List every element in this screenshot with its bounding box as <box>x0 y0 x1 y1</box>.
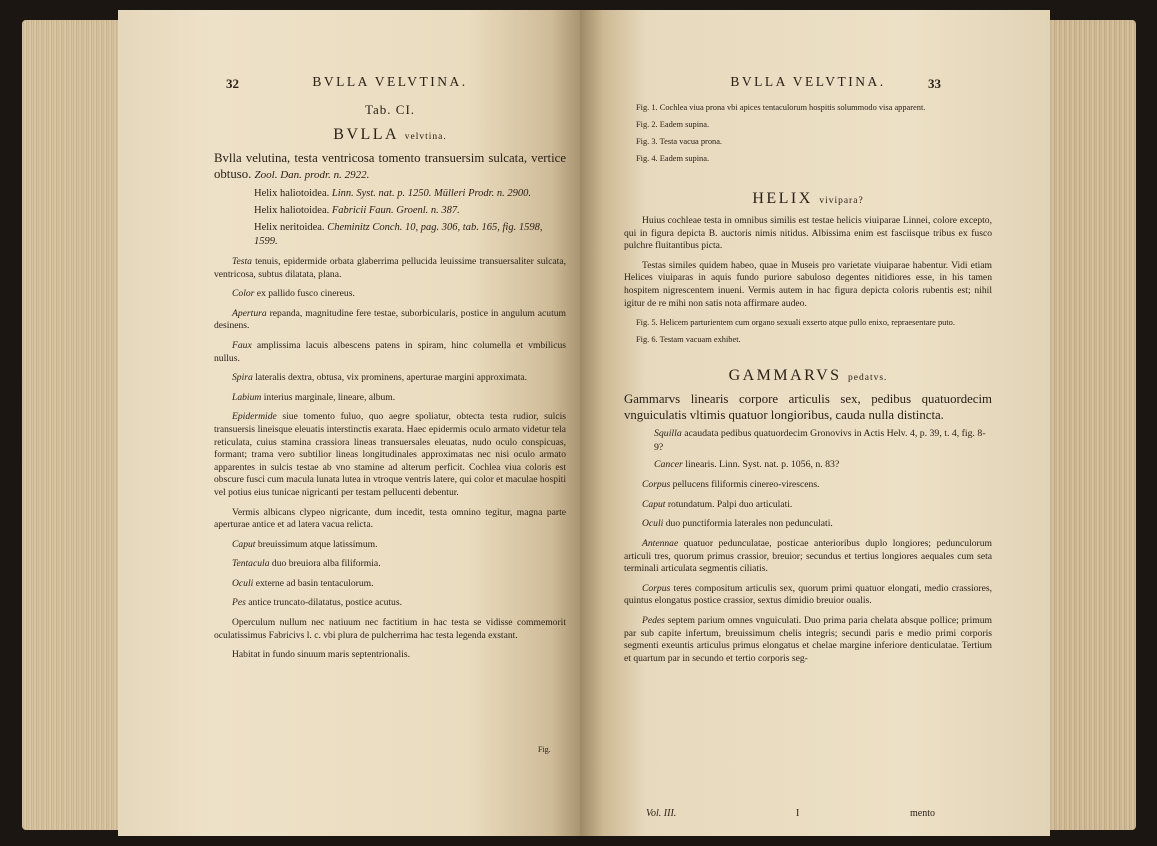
paragraph-text: antice truncato-dilatatus, postice acutus. <box>245 597 402 609</box>
gammarus-synonym <box>654 427 992 455</box>
description-paragraph <box>214 411 566 499</box>
paragraph-keyword: Spira <box>232 372 253 384</box>
figure-caption <box>636 136 992 147</box>
paragraph-text: externe ad basin tentaculorum. <box>253 577 374 589</box>
paragraph-text: rotundatum. Palpi duo articulati. <box>665 498 793 510</box>
paragraph-keyword: Labium <box>232 391 262 403</box>
synonym-name: Helix neritoidea. <box>254 222 328 233</box>
figure-caption <box>636 153 992 164</box>
synonym-list <box>214 187 566 249</box>
gammarus-paragraph <box>624 538 992 576</box>
gammarus-paragraph <box>624 615 992 665</box>
paragraph-keyword: Corpus <box>642 479 671 491</box>
helix-paragraphs <box>624 215 992 310</box>
plate-number: Tab. CI. <box>364 102 416 117</box>
description-paragraph <box>214 578 566 591</box>
right-page <box>580 10 1050 836</box>
synonym-entry <box>254 204 566 218</box>
paragraph-keyword: Color <box>232 288 255 300</box>
paragraph-keyword: Testa <box>232 256 252 267</box>
synonym-ref: acaudata pedibus quatuordecim Gronovivs in Actis Helv. 4, p. 39, t. 4, fig. 8-9? <box>654 428 986 454</box>
page-edges-right <box>1046 20 1136 830</box>
paragraph-text: teres compositum articulis sex, quorum primi quatuor elongati, medio crassiores, quintus elongatus postice crassior, sextus dimidio breuior oualis. <box>624 582 992 607</box>
paragraph-keyword: Oculi <box>232 577 254 589</box>
helix-paragraph: Huius cochleae testa in omnibus similis est testae helicis viuiparae Linnei, colore excepto, qui in figura depicta B. auctoris nimis nitidus. Albissima enim est fasciisque tribus ex fusco pulchre fluitantibus picta. <box>624 215 992 252</box>
paragraph-text: Habitat in fundo sinuum maris septentrionalis. <box>232 649 410 661</box>
synonym-name: Helix haliotoidea. <box>254 205 332 216</box>
paragraph-text: ex pallido fusco cinereus. <box>254 288 355 300</box>
gammarus-diagnosis: Gammarvs linearis corpore articulis sex, pedibus quatuordecim vnguiculatis vltimis quatuor longioribus, cauda nulla distincta. <box>624 392 992 423</box>
paragraph-text: siue tomento fuluo, quo aegre spoliatur, obtecta testa rudior, sulcis transuersis lineisque eleuatis interstinctis exarata. Haec epidermis oculo armato videtur tela reticulata, cuius stamina crassiora lineas transuersales eleuatas, nudo oculo conspicuas, formant; trama vero subtilior lineas longitudinales approximatas nec nisi oculo armato apparentes in sulcis testae ab vno stamine ad alterum perficit. Cochlea viua coloris est obscure fusci cum macula lunata lutea in vtroque ventris latere, qui color et maculae hospiti vel potius eius tunicae nigricanti per testam pellucenti debentur. <box>214 411 566 498</box>
description-paragraph <box>214 392 566 405</box>
paragraph-keyword: Oculi <box>642 518 664 530</box>
synonym-ref: Linn. Syst. nat. p. 1250. Mülleri Prodr. n. 2900. <box>331 188 531 199</box>
paragraph-keyword: Pedes <box>642 614 665 626</box>
paragraph-keyword: Antennae <box>642 537 679 549</box>
paragraph-keyword: Epidermide <box>232 411 277 423</box>
paragraph-text: duo breuiora alba filiformia. <box>269 558 381 570</box>
section-title-helix <box>624 190 992 208</box>
paragraph-text: interius marginale, lineare, album. <box>261 391 396 403</box>
description-paragraph <box>214 372 566 385</box>
figure-number: Fig. 3. <box>636 137 660 146</box>
gammarus-synonyms <box>624 427 992 472</box>
signature-volume: Vol. III. <box>646 808 677 819</box>
catchword-right: mento <box>910 808 935 819</box>
diagnosis-text: Bvlla velutina, testa ventricosa tomento transuersim sulcata, vertice obtuso. <box>214 151 566 181</box>
title-species: velvtina. <box>404 132 447 142</box>
paragraph-text: quatuor pedunculatae, posticae anterioribus duplo longiores; pedunculorum articuli tres, quorum primus crassior, breuior; secundus et tertius longiores aequales cum seta terminali articulata segmentis ciliatis. <box>624 537 992 575</box>
diagnosis-ref: Zool. Dan. prodr. n. 2922. <box>254 169 370 181</box>
running-head-right: BVLLA VELVTINA. <box>730 74 886 89</box>
description-paragraph <box>214 308 566 333</box>
paragraph-keyword: Faux <box>232 339 252 351</box>
paragraph-keyword: Tentacula <box>232 558 270 570</box>
figure-caption <box>636 119 992 130</box>
figure-number: Fig. 2. <box>636 120 660 129</box>
paragraph-keyword: Apertura <box>232 307 267 319</box>
page-number-right: 33 <box>928 76 941 91</box>
synonym-name: Squilla <box>654 428 682 440</box>
synonym-entry <box>254 187 566 201</box>
helix-genus: HELIX <box>752 190 813 207</box>
figure-number: Fig. 5. <box>636 318 660 328</box>
figure-captions <box>624 102 992 164</box>
paragraph-keyword: Pes <box>232 597 246 609</box>
species-diagnosis <box>214 150 566 183</box>
figure-text: Testa vacua prona. <box>659 137 723 146</box>
page-edges-left <box>22 20 127 830</box>
synonym-ref: Cheminitz Conch. 10, pag. 306, tab. 165, fig. 1598, 1599. <box>254 222 543 247</box>
figure-text: Eadem supina. <box>659 120 710 129</box>
figure-text: Cochlea viua prona vbi apices tentaculorum hospitis solummodo visa apparent. <box>659 103 926 112</box>
left-page <box>118 10 584 836</box>
helix-species: vivipara? <box>819 196 864 206</box>
figure-text: Helicem parturientem cum organo sexuali exserto atque pullo enixo, repraesentare puto. <box>659 318 955 328</box>
description-paragraph <box>214 288 566 301</box>
title-genus: BVLLA <box>333 126 399 143</box>
figure-caption <box>636 334 992 345</box>
paragraph-text: amplissima lacuis albescens patens in spiram, hinc columella et vmbilicus nullus. <box>214 339 566 364</box>
description-paragraphs <box>214 256 566 662</box>
section-title-gammarus <box>624 367 992 385</box>
description-paragraph <box>214 340 566 365</box>
gammarus-paragraph <box>624 583 992 608</box>
helix-figure-captions <box>624 317 992 345</box>
paragraph-text: septem parium omnes vnguiculati. Duo prima paria chelata absque pollice; primum par sub capite infertum, breuissimum chelis integris; secundi paris e medio primi corporis segmenti exeuntis articulus primus elongatus et chelae margine inferiore denticulatae. Tertium et quartum par in secundo et tertio corporis seg- <box>624 614 992 664</box>
paragraph-text: Vermis albicans clypeo nigricante, dum incedit, testa omnino tegitur, magna parte aperturae antice et ad latera vacua relicta. <box>214 506 566 531</box>
synonym-name: Cancer <box>654 459 683 471</box>
figure-number: Fig. 1. <box>636 103 660 112</box>
synonym-entry <box>254 221 566 249</box>
description-paragraph <box>214 558 566 571</box>
paragraph-text: repanda, magnitudine fere testae, suborbicularis, postice in angulum acutum desinens. <box>214 307 566 332</box>
running-head-left: BVLLA VELVTINA. <box>312 74 468 89</box>
paragraph-text: tenuis, epidermide orbata glaberrima pellucida leuissime transuersaliter sulcata, ventricosa, subtus dilatata, plana. <box>214 256 566 280</box>
paragraph-text: duo punctiformia laterales non pedunculati. <box>663 518 833 530</box>
figure-caption <box>636 317 992 328</box>
description-paragraph <box>214 649 566 662</box>
figure-text: Eadem supina. <box>659 154 710 163</box>
page-number-left: 32 <box>226 76 239 91</box>
gammarus-paragraph <box>624 518 992 531</box>
paragraph-keyword: Corpus <box>642 582 671 594</box>
paragraph-text: breuissimum atque latissimum. <box>255 538 378 550</box>
catchword-left: Fig. <box>538 745 551 754</box>
figure-text: Testam vacuam exhibet. <box>659 335 741 345</box>
description-paragraph <box>214 597 566 610</box>
description-paragraph <box>214 507 566 532</box>
figure-caption <box>636 102 992 113</box>
paragraph-text: pellucens filiformis cinereo-virescens. <box>670 479 820 491</box>
description-paragraph <box>214 256 566 281</box>
gammarus-paragraphs <box>624 479 992 665</box>
paragraph-text: Operculum nullum nec natiuum nec factitium in hac testa se vidisse commemorit oculatissimus Fabricivs l. c. vbi plura de pulcherrima hac testa legenda exstant. <box>214 617 566 641</box>
description-paragraph <box>214 539 566 552</box>
figure-number: Fig. 4. <box>636 154 660 163</box>
paragraph-text: lateralis dextra, obtusa, vix prominens, aperturae margini approximata. <box>252 372 528 384</box>
paragraph-keyword: Caput <box>232 538 256 550</box>
gammarus-synonym <box>654 458 992 472</box>
figure-number: Fig. 6. <box>636 335 660 345</box>
helix-paragraph: Testas similes quidem habeo, quae in Museis pro varietate viuiparae habentur. Vidi etiam Helices viuiparas in aquis fundo puriore sabuloso degentes nitidiores esse, in his tamen hospitem nigrescentem inueni. Vermis autem in hac figura depicta coloris rubentis est; nihil igitur de re mihi non satis nota affirmare audeo. <box>624 259 992 309</box>
synonym-name: Helix haliotoidea. <box>254 188 332 199</box>
paragraph-keyword: Caput <box>642 498 666 510</box>
gammarus-paragraph <box>624 499 992 512</box>
gammarus-paragraph <box>624 479 992 492</box>
description-paragraph <box>214 617 566 642</box>
synonym-ref: linearis. Linn. Syst. nat. p. 1056, n. 83? <box>682 459 840 471</box>
signature-mark: I <box>796 808 800 819</box>
gammarus-genus: GAMMARVS <box>728 367 842 385</box>
gammarus-species: pedatvs. <box>848 373 888 384</box>
synonym-ref: Fabricii Faun. Groenl. n. 387. <box>331 205 460 216</box>
section-title-bulla <box>214 126 566 144</box>
